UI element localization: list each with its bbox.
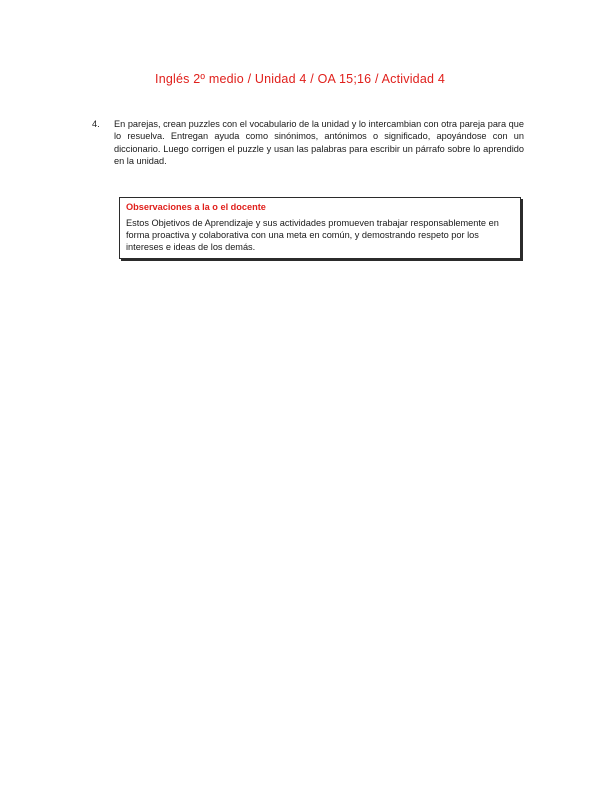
page-title: Inglés 2º medio / Unidad 4 / OA 15;16 / Actividad 4: [155, 72, 445, 86]
activity-text: En parejas, crean puzzles con el vocabulario de la unidad y lo intercambian con otra pareja para que lo resuelva. Entregan ayuda como sinónimos, antónimos o significado, apoyándose con un diccionario. Luego corrigen el puzzle y usan las palabras para escribir un párrafo sobre lo aprendido en la unidad.: [114, 119, 524, 167]
activity-item: [92, 118, 524, 168]
teacher-notes-title: Observaciones a la o el docente: [126, 202, 266, 212]
teacher-notes-text: Estos Objetivos de Aprendizaje y sus actividades promueven trabajar responsablemente en forma proactiva y colaborativa con una meta en común, y demostrando respeto por los intereses e ideas de los demás.: [126, 218, 499, 253]
teacher-notes-box: [119, 197, 521, 259]
activity-number: 4.: [92, 119, 100, 129]
